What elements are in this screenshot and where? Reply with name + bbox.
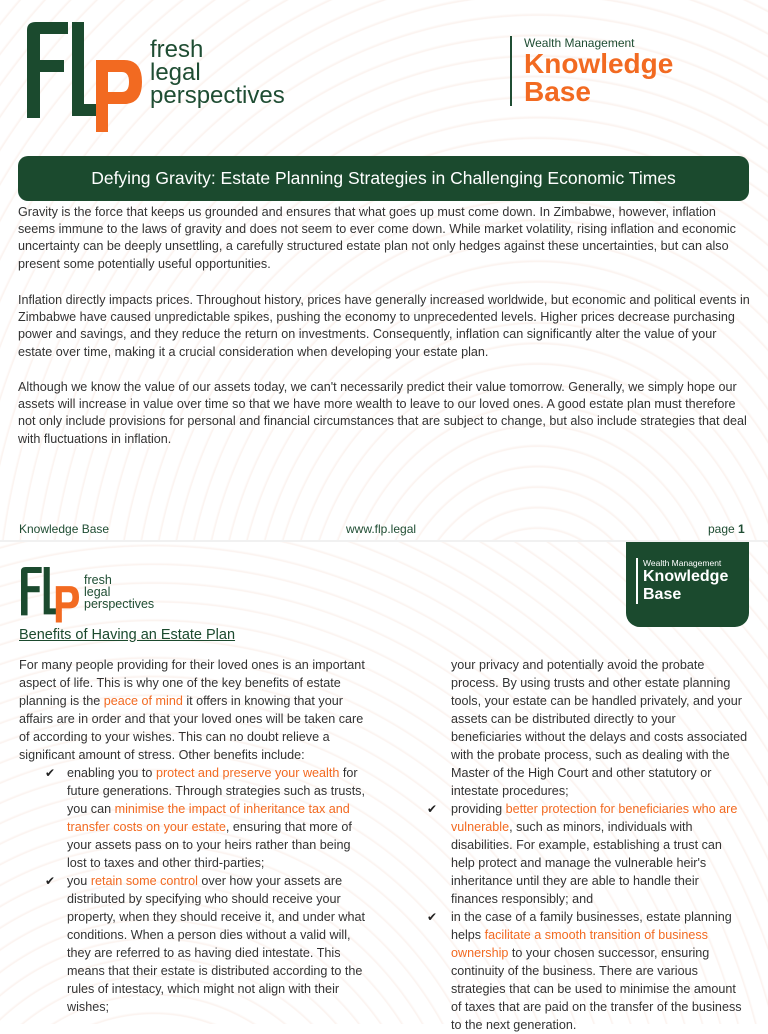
bullet-item-4 — [427, 908, 749, 1034]
page-num: 1 — [738, 522, 745, 536]
logo-wordmark — [150, 38, 285, 107]
kb-title-line1: Knowledge — [643, 568, 729, 585]
logo-line-legal: legal — [150, 59, 201, 86]
article-title: Defying Gravity: Estate Planning Strategies in Challenging Economic Times — [18, 156, 749, 201]
kb-title-line2: Base — [643, 586, 682, 603]
bullet-item-1 — [45, 764, 369, 872]
footer-left: Knowledge Base — [19, 522, 110, 536]
checkmark-icon: ✔ — [427, 802, 438, 816]
bullet-highlight: retain some control — [90, 874, 198, 888]
logo-line-fresh: fresh — [84, 573, 112, 587]
logo-line-legal: legal — [84, 585, 111, 599]
bullet-highlight: minimise the impact of inheritance tax and transfer costs on your estate — [67, 802, 350, 834]
bullet-highlight: better protection for beneficiaries who are vulnerable — [451, 802, 738, 834]
logo-line-perspectives: perspectives — [84, 597, 155, 611]
checkmark-icon: ✔ — [427, 910, 438, 924]
checkmark-icon: ✔ — [45, 766, 56, 780]
intro-text: For many people providing for their loved ones is an important aspect of life. This is why one of the key benefits of estate planning is the — [19, 658, 365, 708]
flp-logo-small — [18, 566, 82, 624]
bullet-text: in the case of a family businesses, estate planning helps — [451, 910, 732, 942]
footer-page-number — [708, 522, 745, 536]
logo-wordmark-small — [84, 574, 154, 610]
bullet-text: , ensuring that more of your assets pass on to your heirs rather than being lost to taxes and other third-parties; — [67, 820, 352, 870]
knowledge-base-box — [626, 542, 749, 627]
paragraph-3: Although we know the value of our assets today, we can't necessarily predict their value tomorrow. Generally, we simply hope our assets will increase in value over time so that we have more wealth to leave to our loved ones. A good estate plan must therefore not only include provisions for personal and financial circumstances that are subject to change, but also include strategies that deal with fluctuations in inflation. — [18, 380, 747, 446]
bullet-text: for future generations. Through strategies such as trusts, you can — [67, 766, 365, 816]
bullet-text: providing — [451, 802, 506, 816]
flp-logo — [22, 20, 147, 135]
right-column — [427, 656, 749, 1034]
bullet-highlight: facilitate a smooth transition of business ownership — [451, 928, 708, 960]
intro-highlight: peace of mind — [103, 694, 183, 708]
bullet-text: you — [67, 874, 91, 888]
kb-subtitle: Wealth Management — [524, 36, 635, 50]
page-label: page — [708, 522, 735, 536]
intro-paragraph — [19, 656, 369, 764]
bullet-text: to your chosen successor, ensuring continuity of the business. There are various strategies that can be used to minimise the amount of taxes that are paid on the transfer of the business to the next generation. — [451, 946, 742, 1032]
bullet-item-2 — [45, 872, 369, 1016]
kb-subtitle: Wealth Management — [643, 558, 722, 568]
section-title: Benefits of Having an Estate Plan — [19, 627, 236, 643]
bullet-text: enabling you to — [67, 766, 156, 780]
paragraph-2: Inflation directly impacts prices. Throughout history, prices have generally increased worldwide, but economic and political events in Zimbabwe have caused unpredictable spikes, pushing the economy to unprecedented levels. Higher prices decrease purchasing power and savings, and they reduce the return on investments. Consequently, inflation can significantly alter the value of your estate over time, making it a crucial consideration when developing your estate plan. — [18, 293, 750, 359]
logo-line-perspectives: perspectives — [150, 82, 285, 109]
bullet-text: , such as minors, individuals with disabilities. For example, establishing a trust can help protect and manage the vulnerable heir's inheritance until they are able to handle their finances responsibly; and — [451, 820, 722, 906]
continued-text: your privacy and potentially avoid the probate process. By using trusts and other estate planning tools, your estate can be handled privately, and your assets can be distributed directly to your beneficiaries without the delays and costs associated with the probate process, such as dealing with the Master of the High Court and other statutory or intestate procedures; — [451, 658, 748, 798]
bullet-item-3 — [427, 800, 749, 908]
left-column — [19, 656, 369, 1016]
knowledge-base-badge — [510, 36, 673, 106]
checkmark-icon: ✔ — [45, 874, 56, 888]
kb-title-line2: Base — [524, 76, 591, 107]
bullet-highlight: protect and preserve your wealth — [155, 766, 340, 780]
kb-title-line1: Knowledge — [524, 48, 674, 79]
bullet-text: over how your assets are distributed by specifying who should receive your property, when they should receive it, and under what conditions. When a person dies without a valid will, they are referred to as having died intestate. This means that their estate is distributed according to the rules of intestacy, which might not align with their wishes; — [67, 874, 365, 1014]
paragraph-1: Gravity is the force that keeps us grounded and ensures that what goes up must come down. In Zimbabwe, however, inflation seems immune to the laws of gravity and does not seem to ever come down. While market volatility, rising inflation and economic uncertainty can be deeply unsettling, a carefully structured estate plan not only hedges against these uncertainties, but can also present some potentially useful opportunities. — [18, 205, 736, 271]
intro-text-end: it offers in knowing that your affairs are in order and that your loved ones will be taken care of according to your wishes. This can no doubt relieve a significant amount of stress. Other benefits include: — [19, 694, 364, 762]
logo-line-fresh: fresh — [150, 36, 204, 63]
footer-website-link[interactable]: www.flp.legal — [346, 522, 417, 536]
